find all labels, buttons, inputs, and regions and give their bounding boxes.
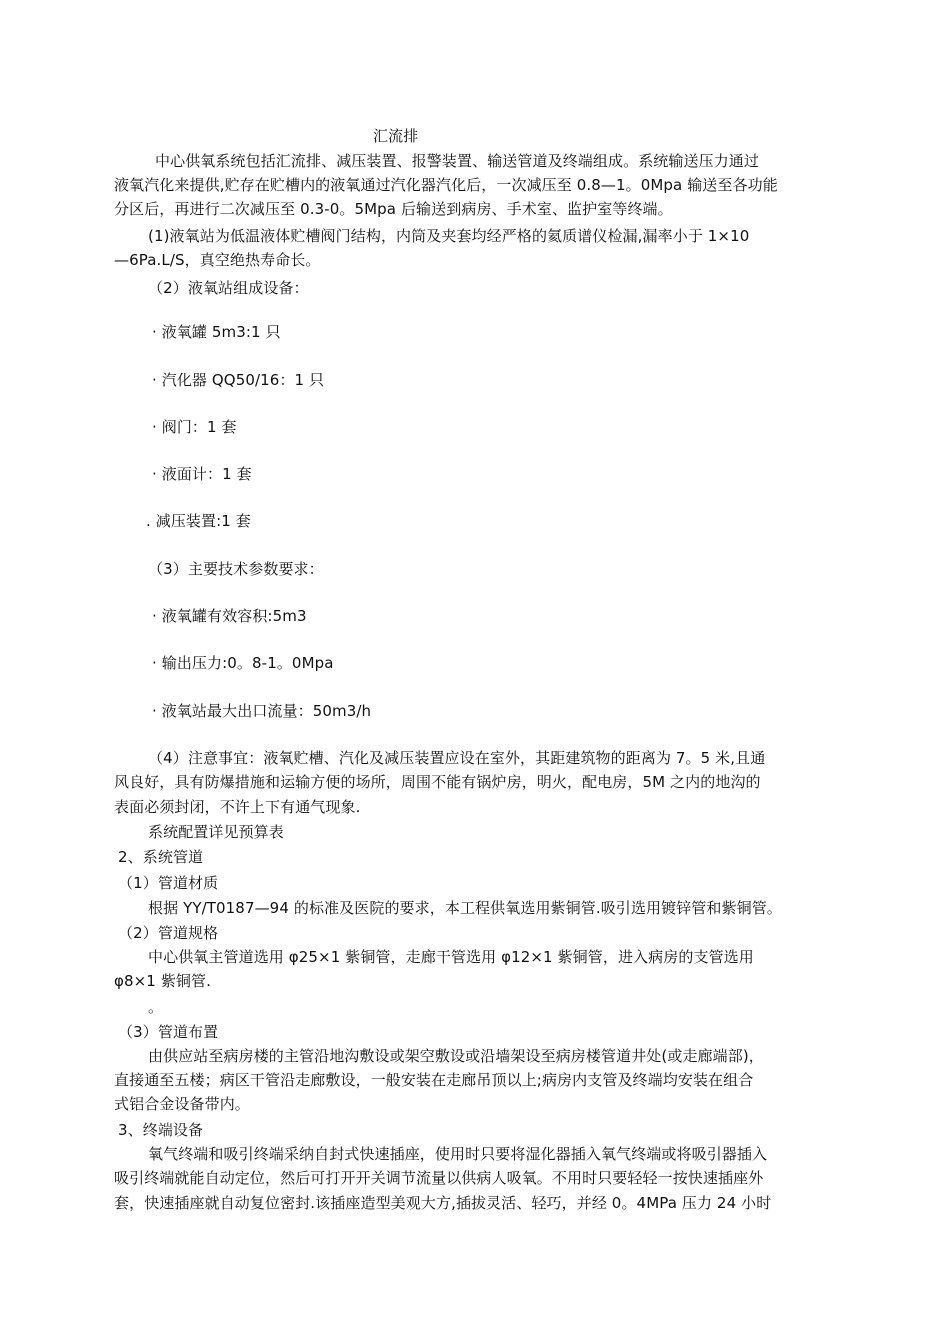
param-item: · 输出压力:0。8-1。0Mpa [152, 654, 334, 672]
section-4-line-1: （4）注意事宜：液氧贮槽、汽化及减压装置应设在室外，其距建筑物的距离为 7。5 米,且通 [148, 749, 766, 767]
section-3-heading: （3）主要技术参数要求： [148, 560, 324, 578]
intro-line-1: 中心供氧系统包括汇流排、减压装置、报警装置、输送管道及终端组成。系统输送压力通过 [155, 152, 760, 170]
section-1-line-2: —6Pa.L/S，真空绝热寿命长。 [114, 251, 321, 269]
pipe-material-text: 根据 YY/T0187—94 的标准及医院的要求，本工程供氧选用紫铜管.吸引选用镀锌管和紫铜管。 [148, 899, 782, 917]
pipe-spec-line-3: 。 [148, 998, 164, 1016]
pipe-spec-line-1: 中心供氧主管道选用 φ25×1 紫铜管，走廊干管选用 φ12×1 紫铜管，进入病房的支管选用 [148, 948, 754, 966]
intro-line-3: 分区后，再进行二次减压至 0.3-0。5Mpa 后输送到病房、手术室、监护室等终端。 [114, 200, 673, 218]
config-note: 系统配置详见预算表 [148, 823, 284, 841]
terminal-line-1: 氧气终端和吸引终端采纳自封式快速插座，使用时只要将湿化器插入氧气终端或将吸引器插入 [148, 1145, 768, 1163]
equipment-item: · 液面计：1 套 [152, 465, 252, 483]
param-item: · 液氧站最大出口流量：50m3/h [152, 702, 372, 720]
terminal-line-3: 套，快速插座就自动复位密封.该插座造型美观大方,插拔灵活、轻巧，并经 0。4MPa 压力 24 小时 [114, 1194, 772, 1212]
document-title: 汇流排 [373, 127, 419, 145]
section-title-3: 3、终端设备 [118, 1121, 204, 1139]
pipe-material-heading: （1）管道材质 [118, 874, 219, 892]
param-item: · 液氧罐有效容积:5m3 [152, 607, 307, 625]
pipe-layout-line-2: 直接通至五楼；病区干管沿走廊敷设，一般安装在走廊吊顶以上;病房内支管及终端均安装在组合 [114, 1071, 754, 1089]
pipe-layout-line-3: 式铝合金设备带内。 [114, 1095, 250, 1113]
equipment-item: · 汽化器 QQ50/16：1 只 [152, 371, 325, 389]
equipment-item: · 阀门：1 套 [152, 418, 237, 436]
pipe-spec-heading: （2）管道规格 [118, 924, 219, 942]
section-2-heading: （2）液氧站组成设备： [148, 279, 309, 297]
intro-line-2: 液氧汽化来提供,贮存在贮槽内的液氧通过汽化器汽化后，一次减压至 0.8—1。0Mpa 输送至各功能 [114, 176, 778, 194]
pipe-layout-heading: （3）管道布置 [118, 1023, 219, 1041]
pipe-spec-line-2: φ8×1 紫铜管. [114, 972, 211, 990]
pipe-layout-line-1: 由供应站至病房楼的主管沿地沟敷设或架空敷设或沿墙架设至病房楼管道井处(或走廊端部)， [148, 1047, 764, 1065]
section-4-line-2: 风良好，具有防爆措施和运输方便的场所，周围不能有锅炉房，明火，配电房，5M 之内的地沟的 [114, 773, 761, 791]
equipment-item: · 液氧罐 5m3:1 只 [152, 323, 281, 341]
equipment-item: . 减压装置:1 套 [146, 512, 251, 530]
terminal-line-2: 吸引终端就能自动定位，然后可打开开关调节流量以供病人吸氧。不用时只要轻轻一按快速插座外 [114, 1169, 764, 1187]
section-4-line-3: 表面必须封闭，不许上下有通气现象. [114, 798, 361, 816]
section-title-2: 2、系统管道 [118, 848, 204, 866]
section-1-line-1: (1)液氧站为低温液体贮槽阀门结构，内筒及夹套均经严格的氦质谱仪检漏,漏率小于 1×10 [148, 227, 750, 245]
